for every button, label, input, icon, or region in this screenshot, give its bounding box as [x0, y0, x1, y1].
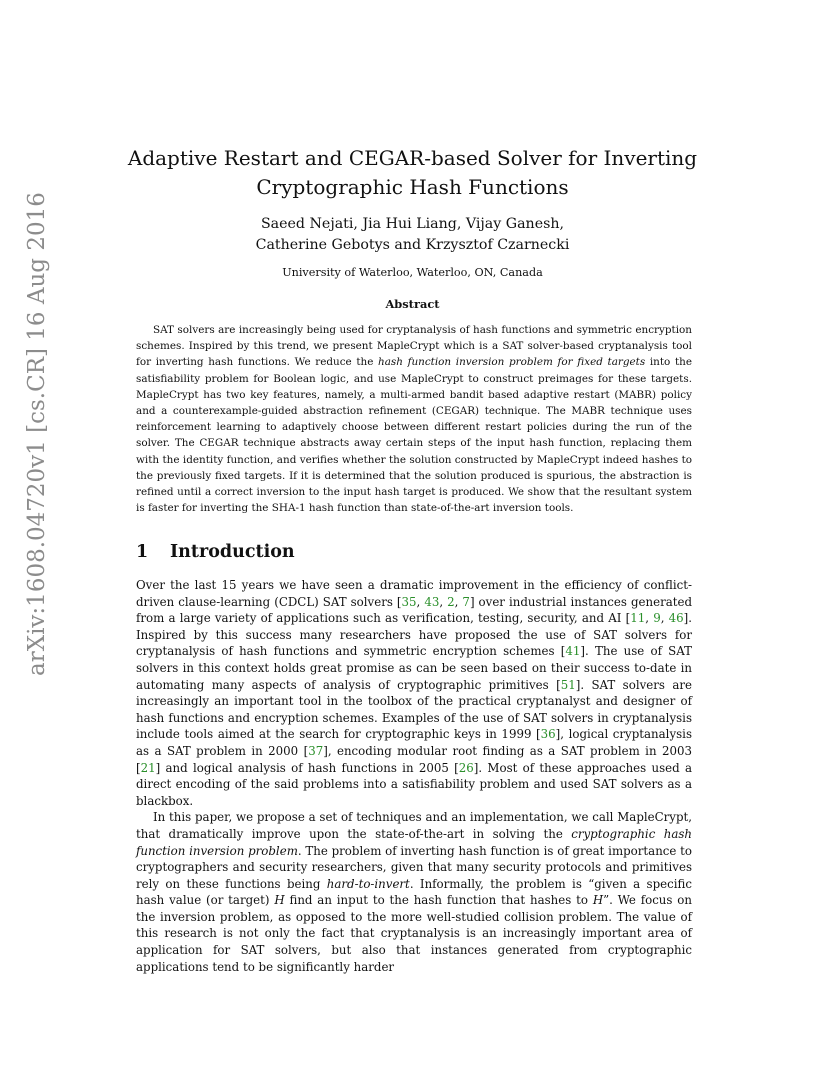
citation-link[interactable]: 7 [462, 594, 470, 609]
citation-link[interactable]: 41 [565, 644, 581, 659]
intro-paragraph-2: In this paper, we propose a set of techniques and an implementation, we call MapleCrypt, that dramatically improve upon the state-of-the-art in solving the cryptographic hash function inversion problem. The problem of inverting hash function is of great importance to cryptographers and security researchers, given that many security protocols and primitives rely on these functions being hard-to-invert. Informally, the problem is “given a specific hash value (or target) H find an input to the hash function that hashes to H”. We focus on the inversion problem, as opposed to the more well-studied collision problem. The value of this research is not only the fact that cryptanalysis is an increasingly important area of application for SAT solvers, but also that instances generated from cryptographic applications tend to be significantly harder [136, 810, 693, 974]
affiliation: University of Waterloo, Waterloo, ON, Canada [282, 266, 543, 279]
authors-line-1: Saeed Nejati, Jia Hui Liang, Vijay Ganesh, [260, 216, 565, 232]
citation-link[interactable]: 43 [424, 594, 440, 609]
authors [110, 214, 715, 255]
citation-link[interactable]: 26 [458, 760, 474, 775]
citation-link[interactable]: 51 [560, 677, 576, 692]
abstract-emphasis: hash function inversion problem for fixed targets [378, 356, 646, 369]
abstract-text: SAT solvers are increasingly being used for cryptanalysis of hash functions and symmetric encryption schemes. Inspired by this trend, we present MapleCrypt which is a SAT solver-based cryptanalysis tool for inverting hash functions. We reduce the hash function inversion problem for fixed targets into the satisfiability problem for Boolean logic, and use MapleCrypt to construct preimages for these targets. MapleCrypt has two key features, namely, a multi-armed bandit based adaptive restart (MABR) policy and a counterexample-guided abstraction refinement (CEGAR) technique. The MABR technique uses reinforcement learning to adaptively choose between different restart policies during the run of the solver. The CEGAR technique abstracts away certain steps of the input hash function, replacing them with the identity function, and verifies whether the solution constructed by MapleCrypt indeed hashes to the previously fixed targets. If it is determined that the solution produced is spurious, the abstraction is refined until a correct inversion to the input hash target is produced. We show that the resultant system is faster for inverting the SHA-1 hash function than state-of-the-art inversion tools. [136, 324, 692, 515]
citation-link[interactable]: 21 [140, 760, 156, 775]
paper-title [110, 144, 715, 202]
intro-paragraph-1: Over the last 15 years we have seen a dramatic improvement in the efficiency of conflict-driven clause-learning (CDCL) SAT solvers [35, 43, 2, 7] over industrial instances generated from a large variety of applications such as verification, testing, security, and AI [11, 9, 46]. Inspired by this success many researchers have proposed the use of SAT solvers for cryptanalysis of hash functions and symmetric encryption schemes [41]. The use of SAT solvers in this context holds great promise as can be seen based on their success to-date in automating many aspects of analysis of cryptographic primitives [51]. SAT solvers are increasingly an important tool in the toolbox of the practical cryptanalyst and designer of hash functions and encryption schemes. Examples of the use of SAT solvers in cryptanalysis include tools aimed at the search for cryptographic keys in 1999 [36], logical cryptanalysis as a SAT problem in 2000 [37], encoding modular root finding as a SAT problem in 2003 [21] and logical analysis of hash functions in 2005 [26]. Most of these approaches used a direct encoding of the said problems into a satisfiability problem and used SAT solvers as a blackbox. [136, 578, 693, 808]
citation-link[interactable]: 37 [308, 743, 324, 758]
citation-link[interactable]: 2 [447, 594, 455, 609]
citation-link[interactable]: 35 [401, 594, 417, 609]
citation-link[interactable]: 36 [540, 727, 556, 742]
arxiv-identifier-text: arXiv:1608.04720v1 [cs.CR] 16 Aug 2016 [24, 192, 50, 676]
section-title: Introduction [170, 542, 295, 562]
title-line-1: Adaptive Restart and CEGAR-based Solver for Inverting [127, 146, 698, 170]
title-line-2: Cryptographic Hash Functions [256, 175, 569, 199]
section-number: 1 [136, 542, 149, 562]
arxiv-identifier [22, 192, 52, 676]
citation-link[interactable]: 46 [668, 611, 684, 626]
section-heading-introduction [136, 542, 295, 562]
citation-link[interactable]: 9 [653, 611, 661, 626]
introduction-body [136, 577, 692, 975]
citation-link[interactable]: 11 [630, 611, 646, 626]
abstract-heading: Abstract [385, 297, 440, 311]
authors-line-2: Catherine Gebotys and Krzysztof Czarnecki [255, 236, 570, 253]
